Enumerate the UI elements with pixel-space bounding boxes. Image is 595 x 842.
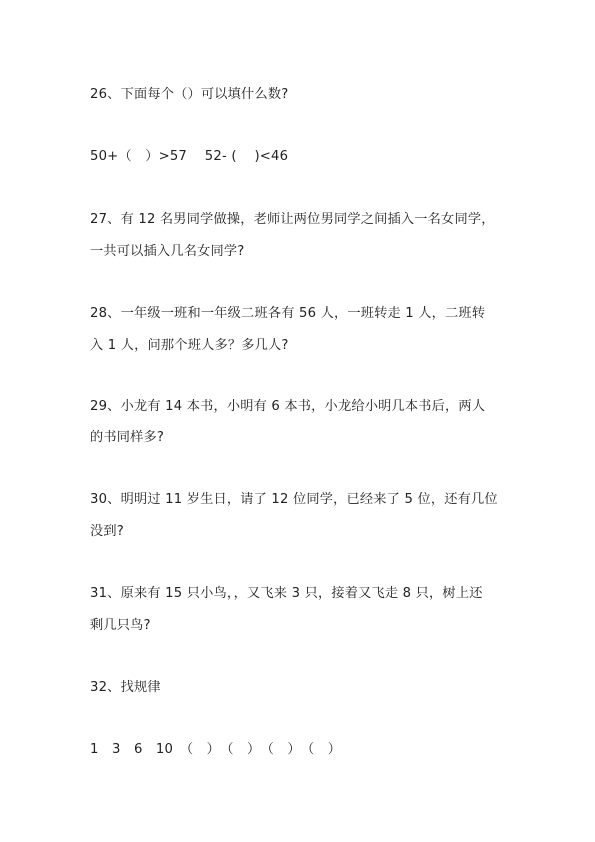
question-30-line-1: 30、明明过 11 岁生日，请了 12 位同学，已经来了 5 位，还有几位	[90, 492, 498, 507]
question-27-line-1: 27、有 12 名男同学做操，老师让两位男同学之间插入一名女同学，	[90, 212, 495, 227]
question-27-line-2: 一共可以插入几名女同学?	[90, 244, 245, 259]
question-26-expression: 50+（ ）>57 52- ( )<46	[90, 149, 289, 164]
question-29-line-1: 29、小龙有 14 本书，小明有 6 本书，小龙给小明几本书后，两人	[90, 399, 486, 414]
question-28-line-2: 入 1 人，问那个班人多？多几人?	[90, 338, 289, 353]
question-32-sequence: 1 3 6 10 （ ） （ ） （ ） （ ）	[90, 742, 342, 757]
question-28-line-1: 28、一年级一班和一年级二班各有 56 人，一班转走 1 人，二班转	[90, 306, 486, 321]
question-30-line-2: 没到?	[90, 524, 124, 539]
question-32-title: 32、找规律	[90, 680, 161, 695]
question-31-line-2: 剩几只鸟?	[90, 618, 151, 633]
question-29-line-2: 的书同样多?	[90, 430, 165, 445]
question-26-title: 26、下面每个（）可以填什么数?	[90, 87, 289, 102]
question-31-line-1: 31、原来有 15 只小鸟，，又飞来 3 只，接着又飞走 8 只，树上还	[90, 586, 483, 601]
